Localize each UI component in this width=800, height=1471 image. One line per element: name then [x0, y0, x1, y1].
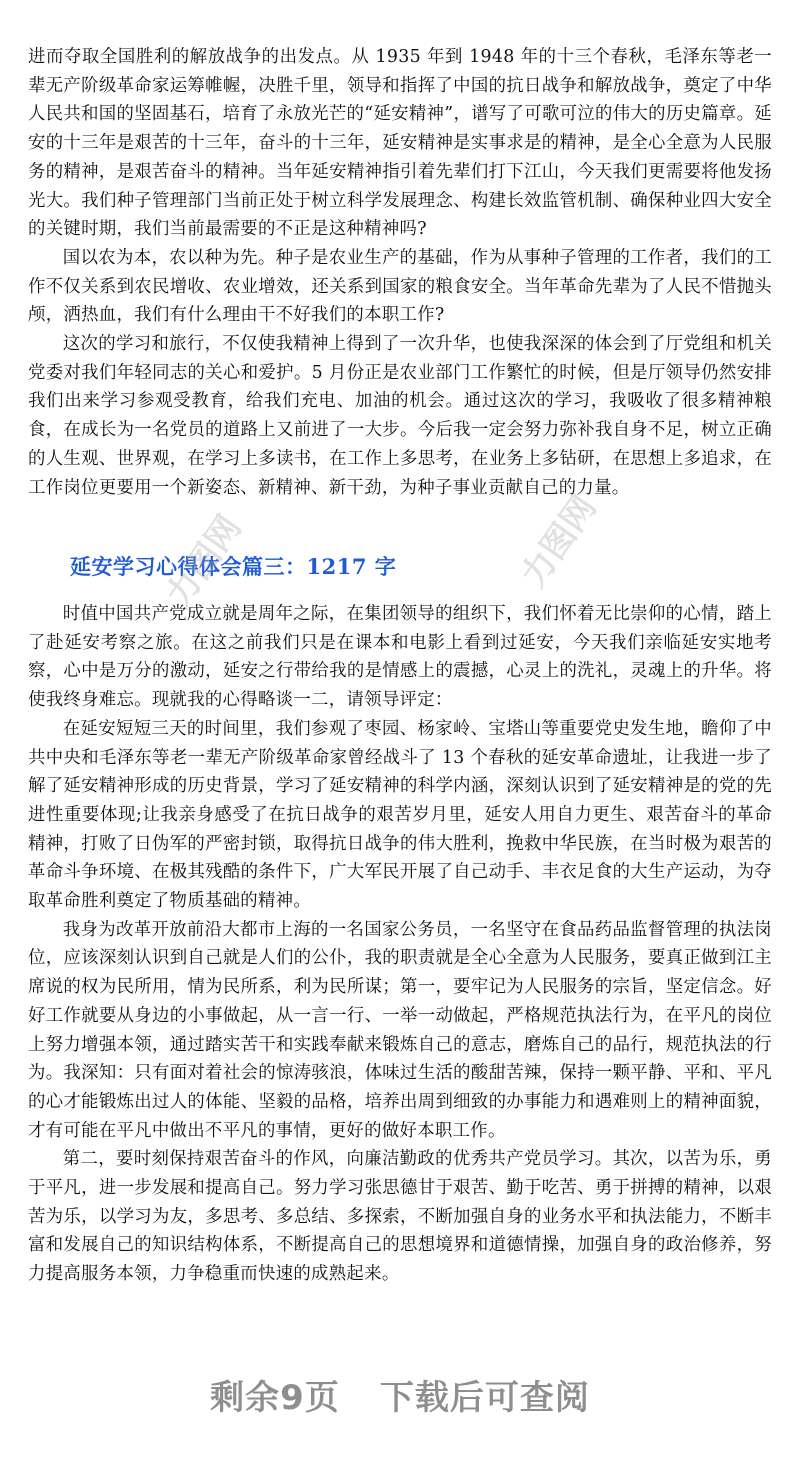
watermark-text: 力图网: [158, 508, 250, 615]
download-banner[interactable]: [0, 1370, 800, 1419]
paragraph: 第二，要时刻保持艰苦奋斗的作风，向廉洁勤政的优秀共产党员学习。其次，以苦为乐，勇于平凡，进一步发展和提高自己。努力学习张思德甘于艰苦、勤于吃苦、勇于拼搏的精神，以艰苦为乐，以学习为友，多思考、多总结、多探索，不断加强自身的业务水平和执法能力，不断丰富和发展自己的知识结构体系，不断提高自己的思想境界和道德情操，加强自身的政治修养，努力提高服务本领，力争稳重而快速的成熟起来。: [28, 1149, 772, 1285]
paragraph: 我身为改革开放前沿大都市上海的一名国家公务员，一名坚守在食品药品监督管理的执法岗位，应该深刻认识到自己就是人们的公仆，我的职责就是全心全意为人民服务，要真正做到江主席说的权为民所用，情为民所系，利为民所谋；第一，要牢记为人民服务的宗旨，坚定信念。好好工作就要从身边的小事做起，从一言一行、一举一动做起，严格规范执法行为，在平凡的岗位上努力增强本领，通过踏实苦干和实践奉献来锻炼自己的意志，磨炼自己的品行，规范执法的行为。我深知：只有面对着社会的惊涛骇浪，体味过生活的酸甜苦辣，保持一颗平静、平和、平凡的心才能锻炼出过人的体能、坚毅的品格，培养出周到细致的办事能力和遇难则上的精神面貌，才有可能在平凡中做出不平凡的事情，更好的做好本职工作。: [28, 919, 772, 1141]
paragraph: 国以农为本，农以种为先。种子是农业生产的基础，作为从事种子管理的工作者，我们的工作不仅关系到农民增收、农业增效，还关系到国家的粮食安全。当年革命先辈为了人民不惜抛头颅，洒热血，我们有什么理由干不好我们的本职工作?: [28, 247, 772, 326]
download-hint-label: 下载后可查阅: [379, 1378, 590, 1418]
paragraph: 这次的学习和旅行，不仅使我精神上得到了一次升华，也使我深深的体会到了厅党组和机关党委对我们年轻同志的关心和爱护。5 月份正是农业部门工作繁忙的时候，但是厅领导仍然安排我们出来学习参观受教育，给我们充电、加油的机会。通过这次的学习，我吸收了很多精神粮食，在成长为一名党员的道路上又前进了一大步。今后我一定会努力弥补我自身不足，树立正确的人生观、世界观，在学习上多读书，在工作上多思考，在业务上多钻研，在思想上多追求，在工作岗位更要用一个新姿态、新精神、新干劲，为种子事业贡献自己的力量。: [28, 334, 772, 498]
watermark-text: 力图网: [513, 488, 605, 595]
paragraph: 进而夺取全国胜利的解放战争的出发点。从 1935 年到 1948 年的十三个春秋，毛泽东等老一辈无产阶级革命家运筹帷幄，决胜千里，领导和指挥了中国的抗日战争和解放战争，奠定了中华人民共和国的坚固基石，培育了永放光芒的“延安精神”，谱写了可歌可泣的伟大的历史篇章。延安的十三年是艰苦的十三年，奋斗的十三年，延安精神是实事求是的精神，是全心全意为人民服务的精神，是艰苦奋斗的精神。当年延安精神指引着先辈们打下江山，今天我们更需要将他发扬光大。我们种子管理部门当前正处于树立科学发展理念、构建长效监管机制、确保种业四大安全的关键时期，我们当前最需要的不正是这种精神吗?: [28, 47, 772, 240]
paragraph: 在延安短短三天的时间里，我们参观了枣园、杨家岭、宝塔山等重要党史发生地，瞻仰了中共中央和毛泽东等老一辈无产阶级革命家曾经战斗了 13 个春秋的延安革命遗址，让我进一步了解了延安精神形成的历史背景，学习了延安精神的科学内涵，深刻认识到了延安精神是的党的先进性重要体现;让我亲身感受了在抗日战争的艰苦岁月里，延安人用自力更生、艰苦奋斗的革命精神，打败了日伪军的严密封锁，取得抗日战争的伟大胜利，挽救中华民族，在当时极为艰苦的革命斗争环境、在极其残酷的条件下，广大军民开展了自己动手、丰衣足食的大生产运动，为夺取革命胜利奠定了物质基础的精神。: [28, 718, 772, 912]
section-heading: 延安学习心得体会篇三：1217 字: [70, 554, 397, 579]
remaining-pages-label: 剩余9页: [210, 1378, 340, 1418]
body-text-upper: [28, 43, 772, 502]
paragraph: 时值中国共产党成立就是周年之际，在集团领导的组织下，我们怀着无比崇仰的心情，踏上了赴延安考察之旅。在这之前我们只是在课本和电影上看到过延安，今天我们亲临延安实地考察，心中是万分的激动，延安之行带给我的是情感上的震撼，心灵上的洗礼，灵魂上的升华。将使我终身难忘。现就我的心得略谈一二，请领导评定：: [28, 604, 772, 711]
body-text-lower: [28, 600, 772, 1289]
